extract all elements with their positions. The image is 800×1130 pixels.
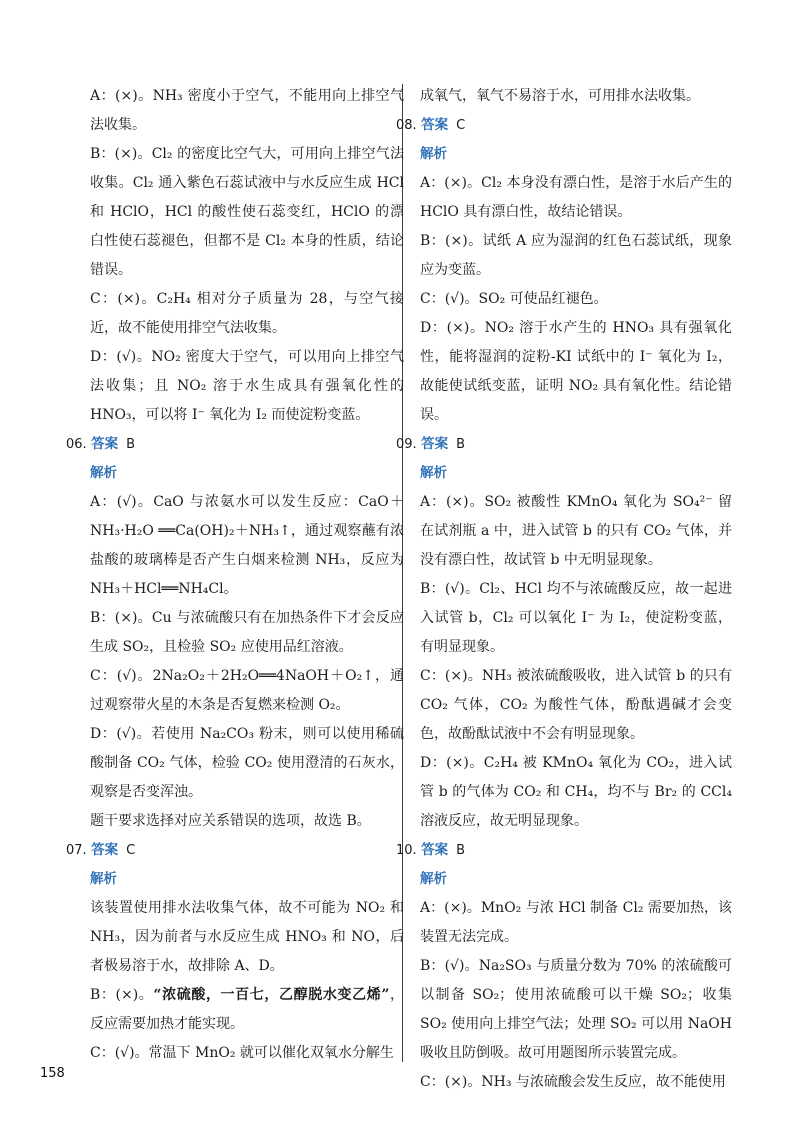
- paragraph-08-a: A：(×)。Cl₂ 本身没有漂白性，是溶于水后产生的 HClO 具有漂白性，故结论错误。: [420, 175, 732, 220]
- question-number: 08.: [396, 118, 417, 133]
- question-08-header: [396, 111, 732, 140]
- question-number: 09.: [396, 437, 417, 452]
- question-number: 10.: [396, 843, 417, 858]
- paragraph-09-c: C：(×)。NH₃ 被浓硫酸吸收，进入试管 b 的只有 CO₂ 气体，CO₂ 为酸性气体，酚酞遇碱才会变色，故酚酞试液中不会有明显现象。: [420, 668, 732, 742]
- question-number: 06.: [66, 437, 87, 452]
- right-column: [396, 82, 732, 1097]
- question-09-header: [396, 430, 732, 459]
- analysis-label: 解析: [420, 465, 447, 481]
- page-number: 158: [40, 1066, 65, 1081]
- paragraph-06-conclusion: 题干要求选择对应关系错误的选项，故选 B。: [90, 813, 371, 829]
- paragraph-07-b-start: B：(×)。: [90, 987, 154, 1003]
- paragraph-08-d: D：(×)。NO₂ 溶于水产生的 HNO₃ 具有强氧化性，能将湿润的淀粉-KI 试纸中的 I⁻ 氧化为 I₂，故能使试纸变蓝，证明 NO₂ 具有氧化性。结论错误。: [420, 320, 732, 423]
- paragraph-07-c: C：(√)。常温下 MnO₂ 就可以催化双氧水分解生: [90, 1045, 394, 1061]
- question-06-header: [66, 430, 404, 459]
- question-number: 07.: [66, 843, 87, 858]
- mnemonic-text: “浓硫酸，一百七，乙醇脱水变乙烯”: [153, 987, 390, 1003]
- answer-value: C: [126, 843, 136, 858]
- question-07-header: [66, 836, 404, 865]
- answer-value: B: [456, 437, 466, 452]
- paragraph-07-b-end: ，反应需要加热才能实现。: [90, 987, 405, 1032]
- paragraph-06-d: D：(√)。若使用 Na₂CO₃ 粉末，则可以使用稀硫酸制备 CO₂ 气体，检验 CO₂ 使用澄清的石灰水，观察是否变浑浊。: [90, 726, 404, 800]
- answer-value: C: [456, 118, 466, 133]
- paragraph-05-d: D：(√)。NO₂ 密度大于空气，可以用向上排空气法收集；且 NO₂ 溶于水生成具有强氧化性的 HNO₃，可以将 I⁻ 氧化为 I₂ 而使淀粉变蓝。: [90, 349, 404, 423]
- answer-value: B: [456, 843, 466, 858]
- analysis-label: 解析: [90, 465, 117, 481]
- paragraph-10-c: C：(×)。NH₃ 与浓硫酸会发生反应，故不能使用: [420, 1074, 726, 1090]
- answer-label: 答案: [91, 842, 119, 858]
- paragraph-10-b: B：(√)。Na₂SO₃ 与质量分数为 70% 的浓硫酸可以制备 SO₂；使用浓硫酸可以干燥 SO₂；收集 SO₂ 使用向上排空气法；处理 SO₂ 可以用 NaOH 吸收且防倒吸。故可用题图所示装置完成。: [420, 958, 732, 1061]
- paragraph-09-b: B：(√)。Cl₂、HCl 均不与浓硫酸反应，故一起进入试管 b，Cl₂ 可以氧化 I⁻ 为 I₂，使淀粉变蓝，有明显现象。: [420, 581, 732, 655]
- paragraph-06-b: B：(×)。Cu 与浓硫酸只有在加热条件下才会反应生成 SO₂，且检验 SO₂ 应使用品红溶液。: [90, 610, 404, 655]
- answer-label: 答案: [421, 436, 449, 452]
- question-10-header: [396, 836, 732, 865]
- paragraph-05-c: C：(×)。C₂H₄ 相对分子质量为 28，与空气接近，故不能使用排空气法收集。: [90, 291, 404, 336]
- paragraph-09-a: A：(×)。SO₂ 被酸性 KMnO₄ 氧化为 SO₄²⁻ 留在试剂瓶 a 中，进入试管 b 的只有 CO₂ 气体，并没有漂白性，故试管 b 中无明显现象。: [420, 494, 732, 568]
- paragraph-06-c: C：(√)。2Na₂O₂＋2H₂O══4NaOH＋O₂↑，通过观察带火星的木条是否复燃来检测 O₂。: [90, 668, 404, 713]
- paragraph-08-b: B：(×)。试纸 A 应为湿润的红色石蕊试纸，现象应为变蓝。: [420, 233, 732, 278]
- paragraph-05-b: B：(×)。Cl₂ 的密度比空气大，可用向上排空气法收集。Cl₂ 通入紫色石蕊试液中与水反应生成 HCl 和 HClO，HCl 的酸性使石蕊变红，HClO 的漂白性使石蕊褪色，但都不是 Cl₂ 本身的性质，结论错误。: [90, 146, 404, 278]
- paragraph-07-b: [90, 981, 404, 1039]
- analysis-label: 解析: [420, 146, 447, 162]
- answer-label: 答案: [421, 842, 449, 858]
- paragraph-06-a: A：(√)。CaO 与浓氨水可以发生反应：CaO＋NH₃·H₂O ══Ca(OH)₂＋NH₃↑，通过观察蘸有浓盐酸的玻璃棒是否产生白烟来检测 NH₃，反应为 NH₃＋HCl══NH₄Cl。: [90, 494, 404, 597]
- left-column: [66, 82, 405, 1068]
- paragraph-05-a: A：(×)。NH₃ 密度小于空气，不能用向上排空气法收集。: [90, 88, 404, 133]
- paragraph-07-a: 该装置使用排水法收集气体，故不可能为 NO₂ 和 NH₃，因为前者与水反应生成 HNO₃ 和 NO，后者极易溶于水，故排除 A、D。: [90, 900, 404, 974]
- answer-label: 答案: [421, 117, 449, 133]
- answer-value: B: [126, 437, 136, 452]
- paragraph-09-d: D：(×)。C₂H₄ 被 KMnO₄ 氧化为 CO₂，进入试管 b 的气体为 CO₂ 和 CH₄，均不与 Br₂ 的 CCl₄ 溶液反应，故无明显现象。: [420, 755, 732, 829]
- analysis-label: 解析: [420, 871, 447, 887]
- paragraph-08-c: C：(√)。SO₂ 可使品红褪色。: [420, 291, 608, 307]
- analysis-label: 解析: [90, 871, 117, 887]
- paragraph-10-a: A：(×)。MnO₂ 与浓 HCl 制备 Cl₂ 需要加热，该装置无法完成。: [420, 900, 732, 945]
- answer-label: 答案: [91, 436, 119, 452]
- paragraph-07-c-continued: 成氧气，氧气不易溶于水，可用排水法收集。: [420, 88, 700, 104]
